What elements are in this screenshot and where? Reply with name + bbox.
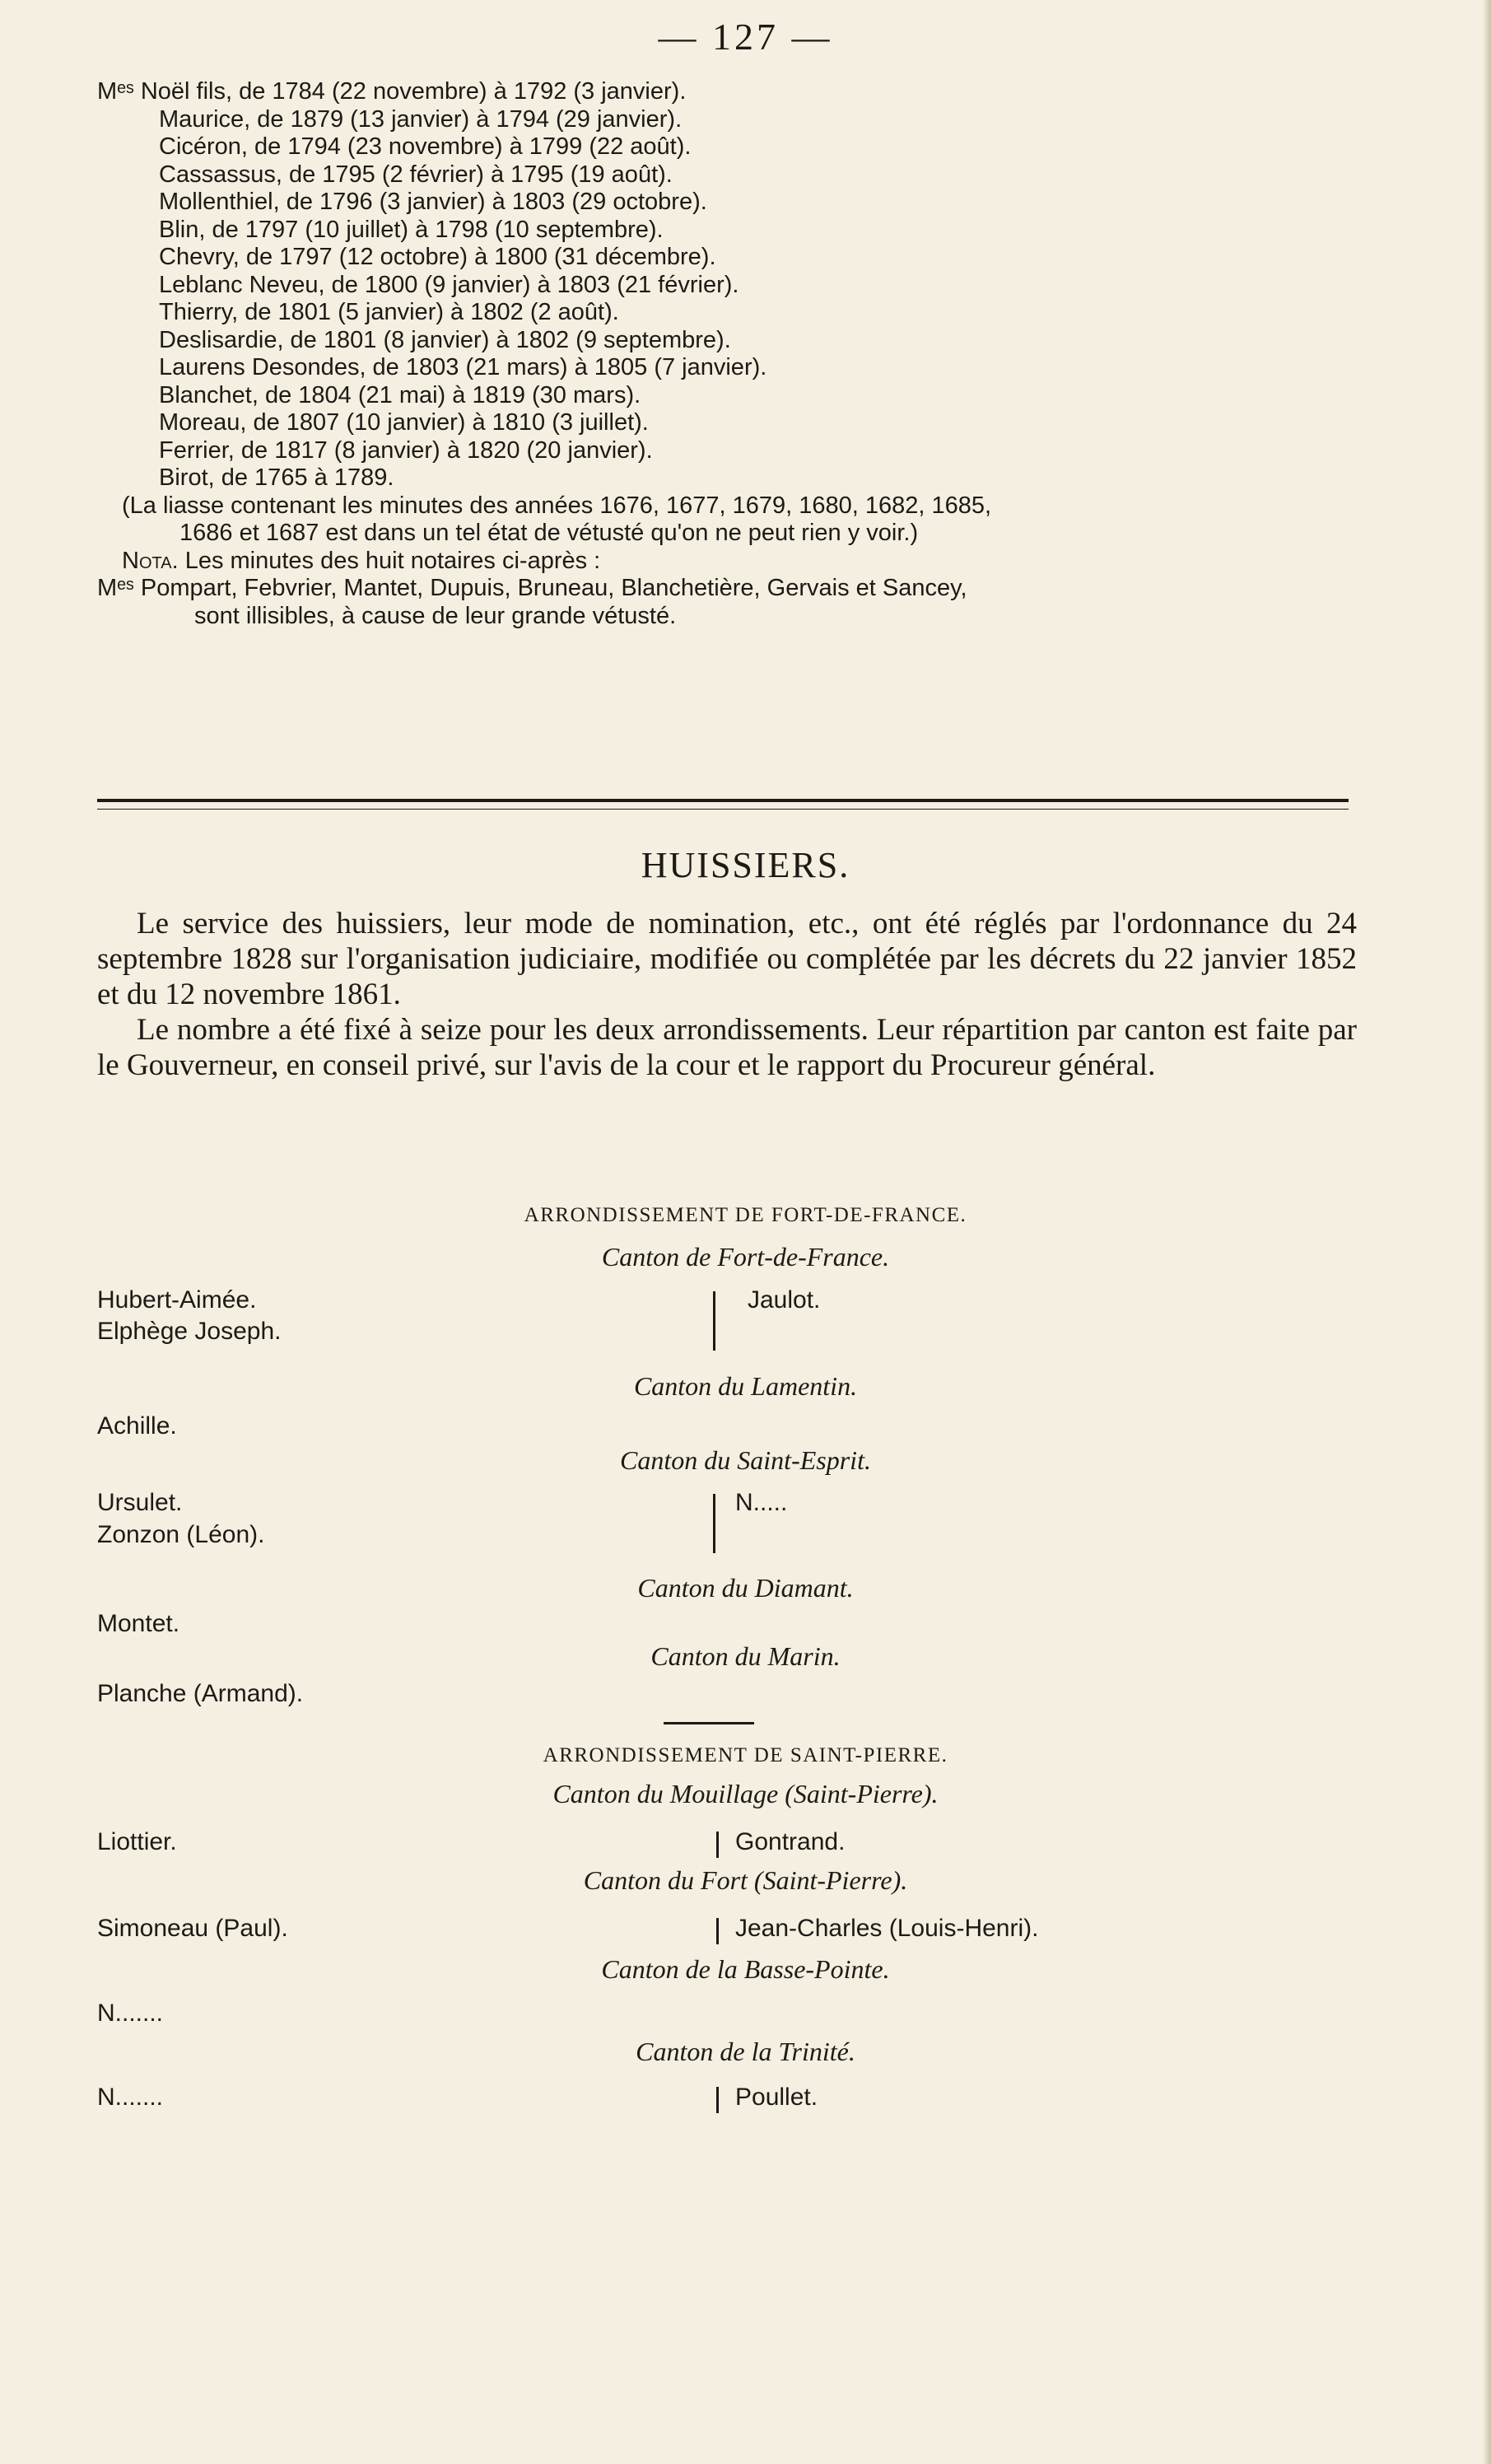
notary-line: Birot, de 1765 à 1789. bbox=[159, 464, 394, 491]
section-title: HUISSIERS. bbox=[641, 845, 850, 885]
canton-heading: Canton de la Trinité. bbox=[636, 2037, 855, 2066]
huissier-name: Jaulot. bbox=[748, 1286, 821, 1314]
notary-line: Maurice, de 1879 (13 janvier) à 1794 (29 janvier). bbox=[159, 105, 683, 133]
huissier-name: N....... bbox=[97, 2084, 164, 2111]
column-separator bbox=[716, 2087, 719, 2113]
arrondissement-separator bbox=[664, 1722, 754, 1724]
canton-heading: Canton du Saint-Esprit. bbox=[620, 1445, 871, 1475]
column-separator bbox=[716, 1832, 719, 1858]
huissier-name: Planche (Armand). bbox=[97, 1680, 304, 1707]
huissier-name: Zonzon (Léon). bbox=[97, 1521, 265, 1548]
canton-heading: Canton du Diamant. bbox=[637, 1573, 854, 1603]
huissier-name: Ursulet. bbox=[97, 1489, 183, 1516]
huissier-name: N..... bbox=[735, 1489, 788, 1516]
canton-heading: Canton du Mouillage (Saint-Pierre). bbox=[552, 1779, 939, 1808]
huissier-name: Jean-Charles (Louis-Henri). bbox=[735, 1915, 1039, 1942]
notary-line: Mᵉˢ Noël fils, de 1784 (22 novembre) à 1792 (3 janvier). bbox=[97, 78, 687, 105]
notary-line: Blanchet, de 1804 (21 mai) à 1819 (30 mars). bbox=[159, 381, 641, 408]
huissier-name: Achille. bbox=[97, 1412, 177, 1440]
huissier-name: Liottier. bbox=[97, 1828, 177, 1855]
notary-line: Cassassus, de 1795 (2 février) à 1795 (19 août). bbox=[159, 161, 673, 188]
page-number: — 127 — bbox=[658, 16, 833, 58]
notary-line: Chevry, de 1797 (12 octobre) à 1800 (31 décembre). bbox=[159, 244, 716, 270]
liasse-note-line1: (La liasse contenant les minutes des années 1676, 1677, 1679, 1680, 1682, 1685, bbox=[122, 492, 992, 519]
huissier-name: Elphège Joseph. bbox=[97, 1318, 282, 1345]
column-separator bbox=[713, 1494, 715, 1553]
huissier-name: Montet. bbox=[97, 1610, 180, 1637]
canton-heading: Canton de la Basse-Pointe. bbox=[601, 1954, 890, 1984]
notary-line: Blin, de 1797 (10 juillet) à 1798 (10 septembre). bbox=[159, 216, 664, 243]
paragraph: Le service des huissiers, leur mode de nomination, etc., ont été réglés par l'ordonnance du 24 septembre 1828 sur l'organisation judiciaire, modifiée ou complétée par les décrets du 22 janvier 1852 et du 12 novembre 1861. bbox=[97, 907, 1357, 1011]
notary-line: Thierry, de 1801 (5 janvier) à 1802 (2 août). bbox=[159, 299, 619, 325]
huissier-name: Simoneau (Paul). bbox=[97, 1915, 288, 1942]
notary-list bbox=[97, 78, 1382, 630]
section-rule-thick bbox=[97, 799, 1349, 802]
nota-text: Les minutes des huit notaires ci-après : bbox=[178, 547, 601, 574]
notary-line: Mollenthiel, de 1796 (3 janvier) à 1803 (29 octobre). bbox=[159, 189, 707, 215]
nota-line bbox=[97, 548, 1382, 576]
section-body bbox=[97, 906, 1357, 1083]
canton-heading: Canton du Marin. bbox=[650, 1641, 841, 1671]
notary-line: Moreau, de 1807 (10 janvier) à 1810 (3 juillet). bbox=[159, 409, 649, 436]
nota-names: Mᵉˢ Pompart, Febvrier, Mantet, Dupuis, Bruneau, Blanchetière, Gervais et Sancey, bbox=[97, 575, 967, 601]
arrondissement-title: ARRONDISSEMENT DE SAINT-PIERRE. bbox=[543, 1744, 948, 1766]
arrondissement-title: ARRONDISSEMENT DE FORT-DE-FRANCE. bbox=[524, 1204, 967, 1226]
notary-line: Ferrier, de 1817 (8 janvier) à 1820 (20 janvier). bbox=[159, 436, 653, 464]
huissier-name: N....... bbox=[97, 2000, 164, 2027]
column-separator bbox=[716, 1918, 719, 1944]
huissier-name: Gontrand. bbox=[735, 1828, 846, 1855]
liasse-note-line2: 1686 et 1687 est dans un tel état de vétusté qu'on ne peut rien y voir.) bbox=[179, 520, 919, 546]
paragraph: Le nombre a été fixé à seize pour les deux arrondissements. Leur répartition par canton est faite par le Gouverneur, en conseil privé, sur l'avis de la cour et le rapport du Procureur général. bbox=[97, 1013, 1357, 1082]
notary-line: Laurens Desondes, de 1803 (21 mars) à 1805 (7 janvier). bbox=[159, 354, 767, 380]
canton-heading: Canton de Fort-de-France. bbox=[601, 1242, 890, 1272]
nota-label: Nota. bbox=[122, 547, 179, 574]
nota-end: sont illisibles, à cause de leur grande vétusté. bbox=[194, 602, 677, 629]
notary-line: Deslisardie, de 1801 (8 janvier) à 1802 (9 septembre). bbox=[159, 326, 731, 353]
huissier-name: Hubert-Aimée. bbox=[97, 1286, 257, 1314]
column-separator bbox=[713, 1291, 715, 1351]
huissier-name: Poullet. bbox=[735, 2084, 818, 2111]
canton-heading: Canton du Lamentin. bbox=[633, 1371, 858, 1401]
section-rule-thin bbox=[97, 809, 1349, 810]
page-edge-shadow bbox=[1483, 0, 1491, 2464]
notary-line: Cicéron, de 1794 (23 novembre) à 1799 (22 août). bbox=[159, 133, 692, 160]
notary-line: Leblanc Neveu, de 1800 (9 janvier) à 1803 (21 février). bbox=[159, 271, 739, 298]
canton-heading: Canton du Fort (Saint-Pierre). bbox=[583, 1865, 908, 1895]
